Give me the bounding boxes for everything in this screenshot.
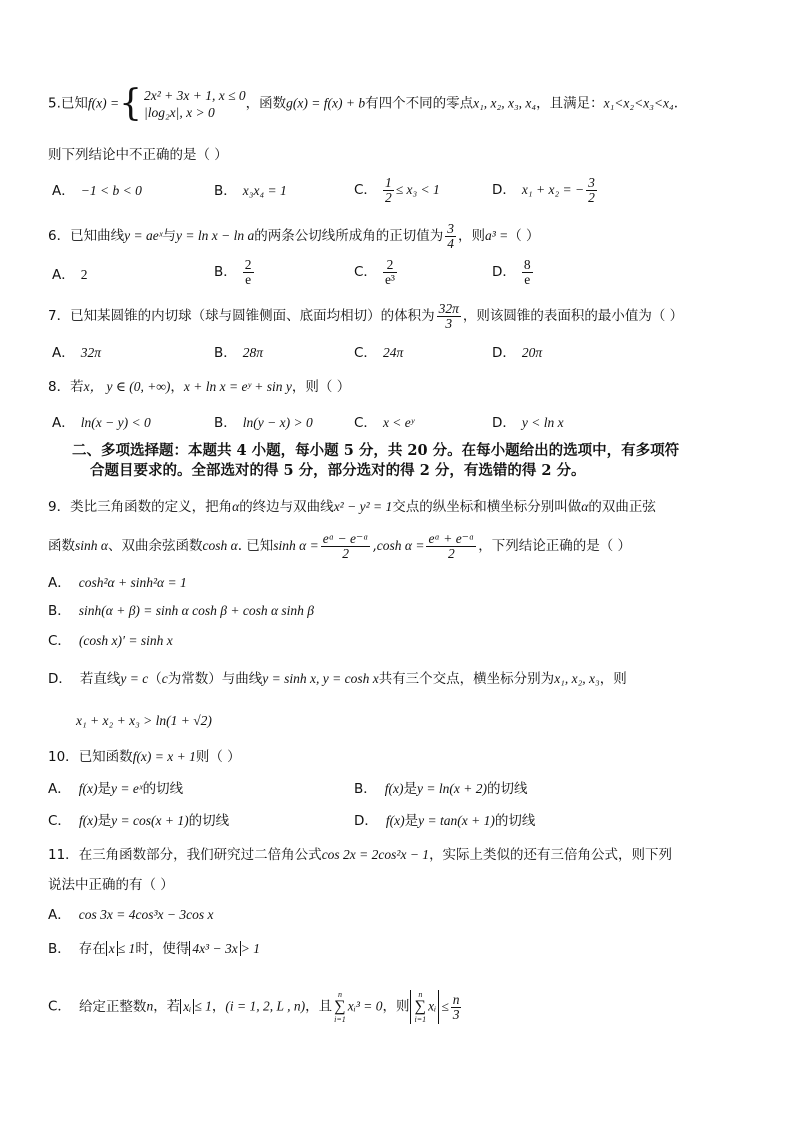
q5-line1: 5.已知f(x) ={ 2x² + 3x + 1, x ≤ 0 |log₂x|, x > 0 ，函数g(x) = f(x) + b有四个不同的零点x₁, x₂, x₃, x₄，且满足：x₁<x₂<x₃<x₄. xyxy=(48,83,678,124)
q11-option-c: C． 给定正整数n，若 xᵢ ≤ 1，(i = 1, 2, L , n)，且 n ∑ i=1 xᵢ³ = 0，则 n ∑ i=1 xᵢ ≤ $\frac{n}{3}$ xyxy=(48,990,460,1024)
q11-sum-symbol: n ∑ i=1 xyxy=(334,990,346,1024)
q8-option-d: D． y < ln x xyxy=(492,415,564,431)
q10-option-c: C． f(x)是y = cos(x + 1)的切线 xyxy=(48,813,230,829)
q5-option-c: C． $\frac{1}{2}$ ≤ x₃ < 1 xyxy=(354,175,440,205)
q11-line1: 11．在三角函数部分，我们研究过二倍角公式cos 2x = 2cos²x − 1，实际上类似的还有三倍角公式，则下列 xyxy=(48,847,673,863)
q7-option-b: B． 28π xyxy=(214,345,264,361)
q9-line1: 9．类比三角函数的定义，把角α的终边与双曲线x² − y² = 1交点的纵坐标和横坐标分别叫做α的双曲正弦 xyxy=(48,499,656,515)
q5-option-a: A． −1 < b < 0 xyxy=(52,183,142,199)
q11-option-b: B． 存在 x ≤ 1时，使得 4x³ − 3x > 1 xyxy=(48,941,260,957)
q7-option-c: C． 24π xyxy=(354,345,404,361)
q6-line1: 6．已知曲线y = aeˣ与y = ln x − ln a的两条公切线所成角的正切值为 $\frac{3}{4}$ ，则a³ =（ ） xyxy=(48,221,540,251)
q8-option-c: C． x < eʸ xyxy=(354,415,415,431)
q9-option-c: C． (cosh x)′ = sinh x xyxy=(48,633,173,649)
q5-option-d: D． x₁ + x₂ = − $\frac{3}{2}$ xyxy=(492,175,595,205)
q9-option-a: A． cosh²α + sinh²α = 1 xyxy=(48,575,187,591)
q10-option-d: D． f(x)是y = tan(x + 1)的切线 xyxy=(354,813,536,829)
q6-option-c: C． $\frac{2}{\text{e³}}$ xyxy=(354,257,395,287)
q7-option-d: D． 20π xyxy=(492,345,543,361)
q9-option-d: D． 若直线y = c（c为常数）与曲线y = sinh x, y = cosh x共有三个交点，横坐标分别为x₁, x₂, x₃，则 xyxy=(48,671,627,687)
q10-option-a: A． f(x)是y = eˣ的切线 xyxy=(48,781,184,797)
q10-option-b: B． f(x)是y = ln(x + 2)的切线 xyxy=(354,781,528,797)
q11-option-a: A． cos 3x = 4cos³x − 3cos x xyxy=(48,907,214,923)
q9-option-b: B． sinh(α + β) = sinh α cosh β + cosh α sinh β xyxy=(48,603,315,619)
q6-option-b: B． $\frac{2}{e}$ xyxy=(214,257,252,287)
section2-heading-line2: 合题目要求的。全部选对的得 5 分，部分选对的得 2 分，有选错的得 2 分。 xyxy=(90,462,586,479)
q7-option-a: A． 32π xyxy=(52,345,102,361)
q8-option-a: A． ln(x − y) < 0 xyxy=(52,415,151,431)
q8-option-b: B． ln(y − x) > 0 xyxy=(214,415,313,431)
q6-option-a: A． 2 xyxy=(52,267,88,283)
q5-piecewise: 2x² + 3x + 1, x ≤ 0 |log₂x|, x > 0 xyxy=(144,88,246,120)
q10-line1: 10．已知函数f(x) = x + 1则（ ） xyxy=(48,749,241,765)
q5-option-b: B． x₃x₄ = 1 xyxy=(214,183,287,199)
q7-line1: 7．已知某圆锥的内切球（球与圆锥侧面、底面均相切）的体积为 $\frac{32\pi}{3}$ ，则该圆锥的表面积的最小值为（ ） xyxy=(48,301,684,331)
q9-option-d-line2: x₁ + x₂ + x₃ > ln(1 + √2) xyxy=(76,713,212,728)
q5-brace: { xyxy=(119,83,143,124)
q6-option-d: D． $\frac{8}{e}$ xyxy=(492,257,531,287)
section2-heading-line1: 二、多项选择题：本题共 4 小题，每小题 5 分，共 20 分。在每小题给出的选项中，有多项符 xyxy=(72,442,680,459)
q11-abs-sum: n ∑ i=1 xᵢ xyxy=(410,990,440,1024)
q9-line2: 函数sinh α、双曲余弦函数cosh α. 已知sinh α = $\frac{\text{eᵅ − e⁻ᵅ}}{2}$ ,cosh α = $\frac{\text{eᵅ + e⁻ᵅ}}{2}$ ，下列结论正确的是（ ） xyxy=(48,531,631,561)
q5-line2: 则下列结论中不正确的是（ ） xyxy=(48,147,228,163)
q11-line2: 说法中正确的有（ ） xyxy=(48,877,174,893)
q8-line1: 8．若x， y ∈ (0, +∞)，x + ln x = eʸ + sin y，则（ ） xyxy=(48,379,351,395)
